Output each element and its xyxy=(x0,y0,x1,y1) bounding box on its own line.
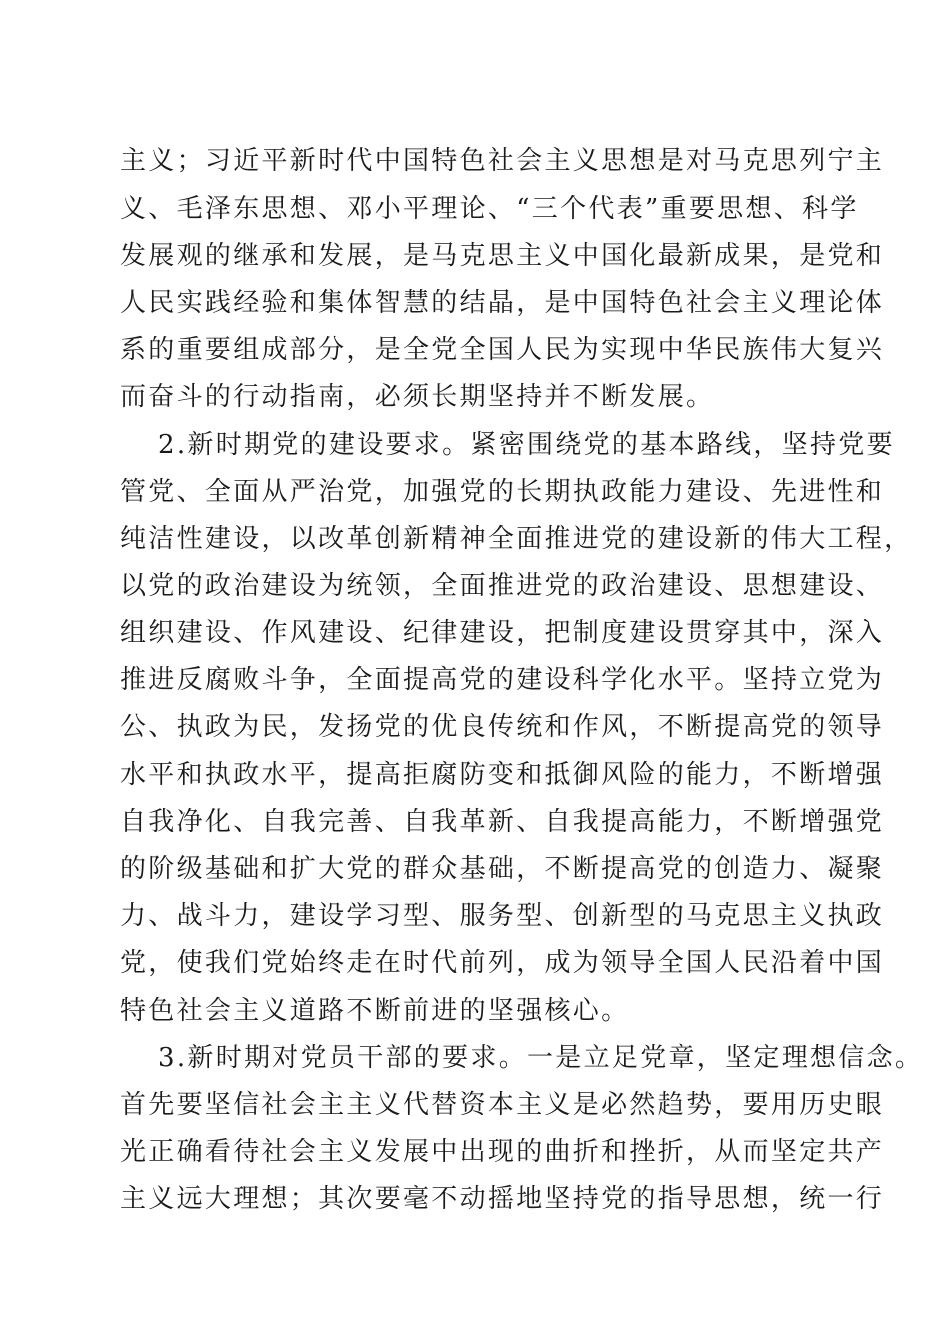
text-line: 纯洁性建设，以改革创新精神全面推进党的建设新的伟大工程， xyxy=(120,524,913,554)
text-line: 人民实践经验和集体智慧的结晶，是中国特色社会主义理论体 xyxy=(120,288,885,318)
text-line: 自我净化、自我完善、自我革新、自我提高能力，不断增强党 xyxy=(120,807,885,837)
text-line: 首先要坚信社会主主义代替资本主义是必然趋势，要用历史眼 xyxy=(120,1090,885,1120)
text-line: 水平和执政水平，提高拒腐防变和抵御风险的能力，不断增强 xyxy=(120,760,885,790)
text-line: 以党的政治建设为统领，全面推进党的政治建设、思想建设、 xyxy=(120,571,885,601)
text-line: 管党、全面从严治党，加强党的长期执政能力建设、先进性和 xyxy=(120,477,885,507)
text-line: 主义；习近平新时代中国特色社会主义思想是对马克思列宁主 xyxy=(120,146,885,176)
text-line: 主义远大理想；其次要毫不动摇地坚持党的指导思想，统一行 xyxy=(120,1184,885,1214)
text-line: 发展观的继承和发展，是马克思主义中国化最新成果，是党和 xyxy=(120,241,885,271)
text-line: 力、战斗力，建设学习型、服务型、创新型的马克思主义执政 xyxy=(120,901,885,931)
text-line: 组织建设、作风建设、纪律建设，把制度建设贯穿其中，深入 xyxy=(120,618,885,648)
text-line: 特色社会主义道路不断前进的坚强核心。 xyxy=(120,996,630,1026)
text-line: 的阶级基础和扩大党的群众基础，不断提高党的创造力、凝聚 xyxy=(120,854,885,884)
text-line: 义、毛泽东思想、邓小平理论、“三个代表”重要思想、科学 xyxy=(120,194,859,224)
text-line: 而奋斗的行动指南，必须长期坚持并不断发展。 xyxy=(120,382,715,412)
text-line: 光正确看待社会主义发展中出现的曲折和挫折，从而坚定共产 xyxy=(120,1137,885,1167)
text-line: 公、执政为民，发扬党的优良传统和作风，不断提高党的领导 xyxy=(120,712,885,742)
paragraph-2-first-line: 2.新时期党的建设要求。紧密围绕党的基本路线，坚持党要 xyxy=(158,430,895,460)
paragraph-3-first-line: 3.新时期对党员干部的要求。一是立足党章，坚定理想信念。 xyxy=(158,1043,924,1073)
text-line: 党，使我们党始终走在时代前列，成为领导全国人民沿着中国 xyxy=(120,948,885,978)
text-line: 系的重要组成部分，是全党全国人民为实现中华民族伟大复兴 xyxy=(120,335,885,365)
text-line: 推进反腐败斗争，全面提高党的建设科学化水平。坚持立党为 xyxy=(120,665,885,695)
